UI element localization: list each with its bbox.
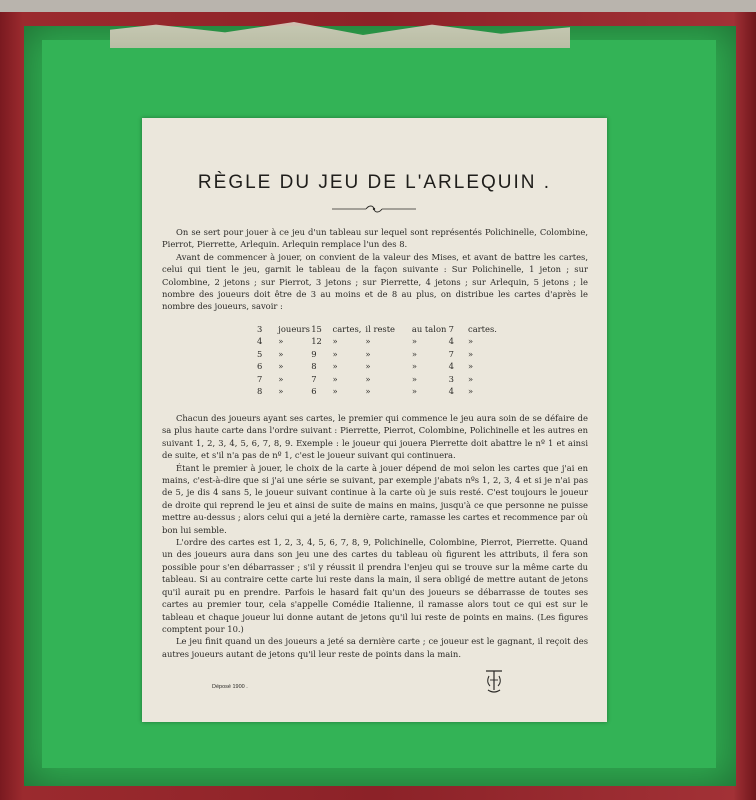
table-cell: » [411,386,417,397]
rules-paragraph: L'ordre des cartes est 1, 2, 3, 4, 5, 6, 7, 8, 9, Polichinelle, Colombine, Pierrot, Pierrette. Quand un des joueurs aura dans son jeu une des cartes du tableau où figurent les attributs, il fera son possible pour s'en débarrasser ; s'il y réussit il prendra l'enjeu qui se trouve sur la même carte du tableau. Si au contraire cette carte lui reste dans la main, il sera obligé de mettre autant de jetons qu'il aurait pu en prendre. Parfois le hasard fait qu'un des joueurs se débarrasse de toutes ses cartes au premier tour, cela s'appelle Comédie Italienne, il ramasse alors tout ce qui est sur le tableau et chaque joueur lui donne autant de jetons qu'il lui reste de points en mains. (Les figures comptent pour 10.) [162,537,588,634]
table-cell: 6 [311,386,317,397]
table-row [257,385,497,397]
table-cell: 4 [448,336,454,347]
table-cell: 4 [448,361,454,372]
rules-sheet [142,118,607,722]
rules-paragraph: Avant de commencer à jouer, on convient de la valeur des Mises, et avant de battre les cartes, celui qui tient le jeu, garnit le tableau de la façon suivante : Sur Polichinelle, 1 jeton ; sur Colombine, 2 jetons ; sur Pierrot, 3 jetons ; sur Pierrette, 4 jetons ; sur Arlequin, 5 jetons ; le nombre des joueurs doit être de 3 au moins et de 8 au plus, on distribue les cartes d'après le nombre des joueurs, savoir : [162,251,588,312]
rules-main [162,412,588,660]
monogram-icon [482,668,506,694]
table-cell: cartes. [468,324,497,334]
table-cell: » [332,348,338,359]
table-cell: 12 [311,336,322,347]
table-cell: » [411,373,417,384]
table-cell: 3 [257,324,263,334]
table-cell: » [278,336,284,347]
table-cell: » [411,336,417,347]
table-cell: » [332,373,338,384]
distribution-table [257,323,497,397]
table-row [257,335,497,347]
table-cell: 7 [311,373,317,384]
table-cell: » [365,373,371,384]
table-row [257,323,497,335]
table-cell: » [468,336,474,347]
table-cell: 7 [257,373,263,384]
ornament-divider-icon [332,204,416,214]
table-cell: 4 [257,336,263,347]
table-cell: » [278,361,284,372]
table-cell-part: reste [373,324,396,334]
rules-title: RÈGLE DU JEU DE L'ARLEQUIN . [197,172,552,193]
table-cell: » [365,361,371,372]
table-cell: 7 [448,324,454,334]
table-row [257,348,497,360]
table-row [257,373,497,385]
table-cell: » [468,373,474,384]
table-cell: » [411,361,417,372]
table-cell: joueurs [278,324,310,334]
table-cell: » [278,386,284,397]
table-cell: » [278,348,284,359]
table-cell: 3 [448,373,454,384]
table-cell: » [365,386,371,397]
table-cell: cartes, [332,324,362,334]
table-cell: » [365,336,371,347]
table-cell: » [332,361,338,372]
deposit-mark: Déposé 1900 . [212,684,248,690]
rules-paragraph: On se sert pour jouer à ce jeu d'un tableau sur lequel sont représentés Polichinelle, Colombine, Pierrot, Pierrette, Arlequin. Arlequin remplace l'un des 8. [162,227,588,250]
table-cell: » [468,361,474,372]
table-cell: » [365,348,371,359]
table-cell: » [411,348,417,359]
table-cell: 6 [257,361,263,372]
table-cell: 9 [311,348,317,359]
rules-intro [162,226,588,313]
table-cell: 8 [311,361,317,372]
table-cell: » [468,348,474,359]
table-cell: » [278,373,284,384]
table-cell: 7 [448,348,454,359]
rules-paragraph: Étant le premier à jouer, le choix de la carte à jouer dépend de moi selon les cartes que j'ai en mains, c'est-à-dire que si j'ai une série se suivant, par exemple j'abats nºs 1, 2, 3, 4 et si je n'ai pas de 5, je dis 4 sans 5, le joueur suivant continue à la carte où je suis resté. C'est toujours le joueur de droite qui reprend le jeu et ainsi de suite de mains en mains, jusqu'à ce que personne ne puisse mettre au-dessus ; alors celui qui a jeté la dernière carte, ramasse les cartes et recommence par où bon lui semble. [162,462,588,535]
table-row [257,360,497,372]
table-cell: 15 [311,324,322,334]
rules-paragraph: Chacun des joueurs ayant ses cartes, le premier qui commence le jeu aura soin de se défaire de sa plus haute carte dans l'ordre suivant : Pierrette, Pierrot, Colombine, Polichinelle et les autres en suivant 1, 2, 3, 4, 5, 6, 7, 8, 9. Exemple : le joueur qui jouera Pierrette doit abattre le nº 1 et ainsi de suite, et s'il n'a pas de nº 1, c'est le joueur suivant qui continuera. [162,413,588,461]
box-top-edge [0,0,756,12]
table-cell-part: il [365,324,371,334]
table-cell: 8 [257,386,263,397]
rules-paragraph: Le jeu finit quand un des joueurs a jeté sa dernière carte ; ce joueur est le gagnant, il reçoit des autres joueurs autant de jetons qu'il leur reste de points dans la main. [162,636,588,659]
table-cell: 4 [448,386,454,397]
table-cell: 5 [257,348,263,359]
table-cell: » [332,386,338,397]
table-cell [365,323,411,335]
table-cell: au talon [411,324,447,334]
table-cell: » [332,336,338,347]
table-cell: » [468,386,474,397]
